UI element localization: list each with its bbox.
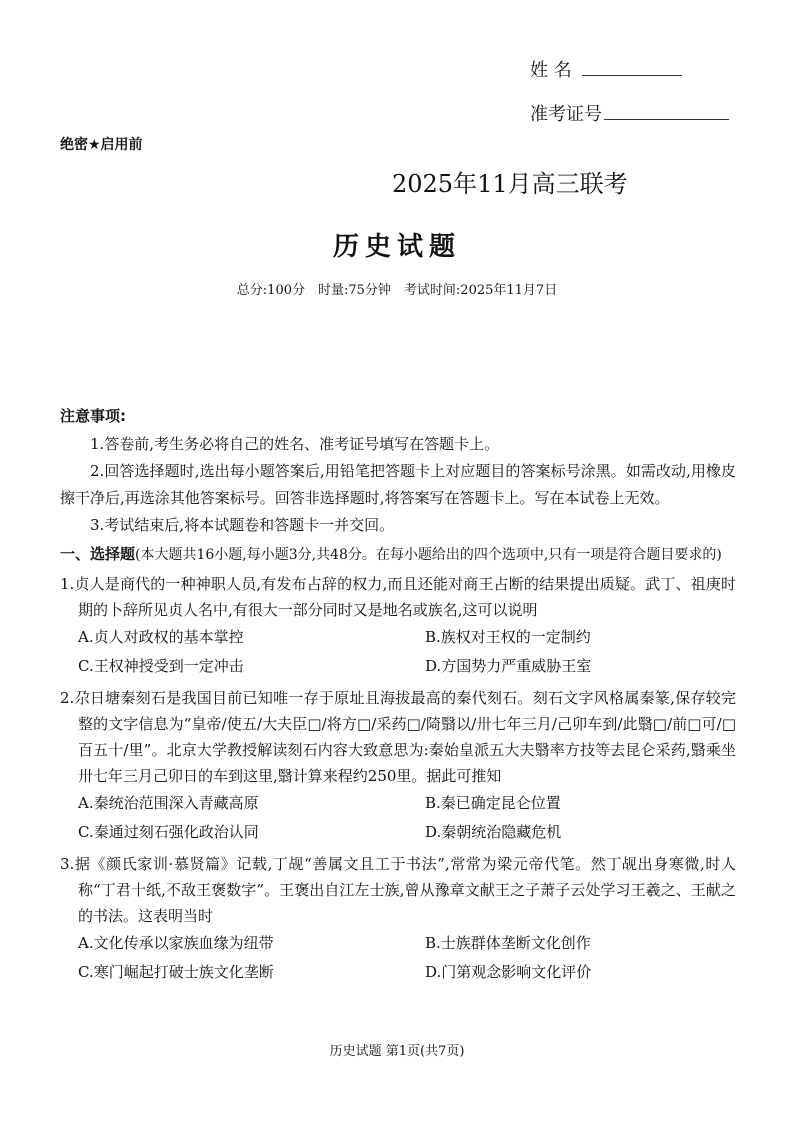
- exam-id-field[interactable]: [530, 100, 729, 126]
- note-item: 3.考试结束后,将本试题卷和答题卡一并交回。: [90, 516, 395, 534]
- question-options: [60, 789, 736, 847]
- section-lead: 一、选择题: [60, 545, 136, 563]
- option-b[interactable]: B.士族群体垄断文化创作: [425, 934, 591, 952]
- question-stem: 3.据《颜氏家训·慕贤篇》记载,丁觇“善属文且工于书法”,常常为梁元帝代笔。然丁觇出身寒微,时人称“丁君十纸,不敌王褒数字”。王褒出自江左士族,曾从豫章文献王之子萧子云处学习王羲之、王献之的书法。这表明当时: [60, 855, 736, 925]
- question-stem: 2.尕日塘秦刻石是我国目前已知唯一存于原址且海拔最高的秦代刻石。刻石文字风格属秦篆,保存较完整的文字信息为“皇帝/使五/大夫臣□/将方□/采药□/陭翳以/卅七年三月/己卯车到/此翳□/前□可/□百五十/里”。北京大学教授解读刻石内容大致意思为:秦始皇派五大夫翳率方技等去昆仑采药,翳乘坐卅七年三月己卯日的车到这里,翳计算来程约250里。据此可推知: [60, 689, 736, 785]
- exam-id-label: 准考证号: [530, 104, 602, 125]
- option-a[interactable]: A.文化传承以家族血缘为纽带: [78, 934, 274, 952]
- name-field[interactable]: [530, 56, 682, 82]
- option-a[interactable]: A.秦统治范围深入青藏高原: [78, 794, 259, 812]
- question-2: [60, 685, 736, 847]
- section-instructions: (本大题共16小题,每小题3分,共48分。在每小题给出的四个选项中,只有一项是符合题目要求的): [135, 547, 722, 563]
- subject-title: 历史试题: [332, 232, 461, 262]
- option-c[interactable]: C.王权神授受到一定冲击: [78, 657, 244, 675]
- exam-meta: 总分:100分 时量:75分钟 考试时间:2025年11月7日: [236, 283, 558, 298]
- option-b[interactable]: B.秦已确定昆仑位置: [425, 794, 561, 812]
- page-footer: 历史试题 第1页(共7页): [329, 1044, 465, 1059]
- section-heading: [60, 542, 736, 567]
- name-label: 姓 名: [530, 60, 572, 81]
- question-3: [60, 851, 736, 987]
- exam-title: 2025年11月高三联考: [392, 170, 628, 198]
- exam-id-blank[interactable]: [604, 103, 729, 120]
- option-c[interactable]: C.寒门崛起打破士族文化垄断: [78, 963, 274, 981]
- option-b[interactable]: B.族权对王权的一定制约: [425, 628, 591, 646]
- note-item: 1.答卷前,考生务必将自己的姓名、准考证号填写在答题卡上。: [90, 435, 500, 453]
- question-1: [60, 571, 736, 681]
- notes-title: 注意事项:: [60, 407, 126, 425]
- name-blank[interactable]: [582, 61, 682, 76]
- option-c[interactable]: C.秦通过刻石强化政治认同: [78, 823, 259, 841]
- option-d[interactable]: D.方国势力严重威胁王室: [425, 657, 592, 675]
- question-options: [60, 929, 736, 987]
- question-options: [60, 623, 736, 681]
- option-d[interactable]: D.秦朝统治隐藏危机: [425, 823, 562, 841]
- exam-content: [60, 405, 736, 987]
- question-stem: 1.贞人是商代的一种神职人员,有发布占辞的权力,而且还能对商王占断的结果提出质疑。武丁、祖庚时期的卜辞所见贞人名中,有很大一部分同时又是地名或族名,这可以说明: [60, 575, 736, 619]
- option-a[interactable]: A.贞人对政权的基本掌控: [78, 628, 244, 646]
- note-item: 2.回答选择题时,选出每小题答案后,用铅笔把答题卡上对应题目的答案标号涂黑。如需改动,用橡皮擦干净后,再选涂其他答案标号。回答非选择题时,将答案写在答题卡上。写在本试卷上无效。: [60, 462, 736, 507]
- option-d[interactable]: D.门第观念影响文化评价: [425, 963, 592, 981]
- confidential-mark: 绝密★启用前: [60, 137, 143, 153]
